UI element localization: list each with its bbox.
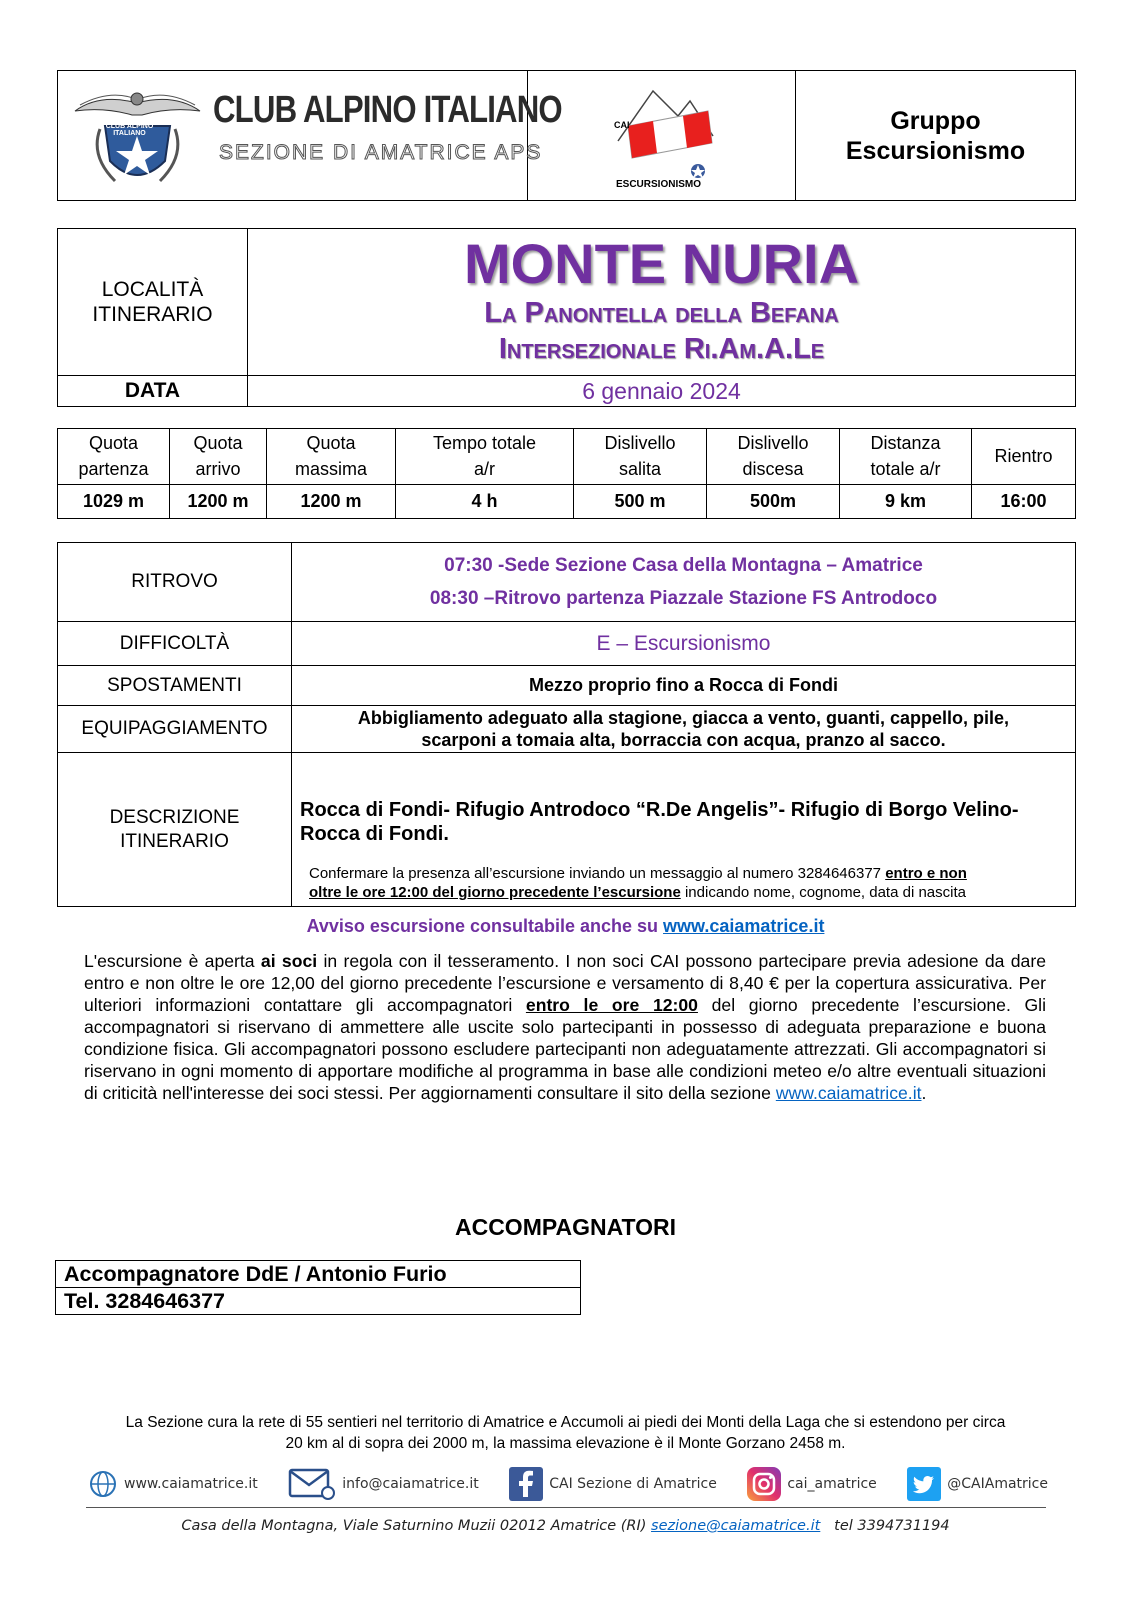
instagram-icon xyxy=(747,1467,781,1501)
stats-value-cell: 500 m xyxy=(574,485,707,519)
localita-label-line2: ITINERARIO xyxy=(92,303,213,326)
escursionismo-logo-cell xyxy=(528,71,796,200)
club-logo-cell xyxy=(58,71,562,200)
stats-value-cell: 1200 m xyxy=(267,485,396,519)
club-title: CLUB ALPINO ITALIANO xyxy=(213,89,562,131)
footer-divider xyxy=(86,1507,1046,1508)
stats-value-cell: 9 km xyxy=(840,485,972,519)
stats-value-cell: 500m xyxy=(707,485,840,519)
group-cell xyxy=(796,71,1075,200)
ritrovo-row xyxy=(58,543,1076,622)
stats-header-cell: Quota partenza xyxy=(58,429,170,485)
ritrovo-line1: 07:30 -Sede Sezione Casa della Montagna – Amatrice xyxy=(444,555,923,576)
stats-value-cell: 16:00 xyxy=(972,485,1076,519)
escursionismo-mountain-logo-icon xyxy=(608,81,720,193)
descrizione-row xyxy=(58,753,1076,907)
descrizione-label-line1: DESCRIZIONE xyxy=(109,806,240,828)
accompagnatore-phone: Tel. 3284646377 xyxy=(64,1289,225,1313)
globe-icon xyxy=(88,1469,118,1499)
header-box xyxy=(57,70,1076,201)
footer-text-line2: 20 km al di sopra dei 2000 m, la massima elevazione è il Monte Gorzano 2458 m. xyxy=(285,1435,846,1452)
equipaggiamento-line2: scarponi a tomaia alta, borraccia con acqua, pranzo al sacco. xyxy=(421,730,946,750)
spostamenti-label: SPOSTAMENTI xyxy=(58,666,292,706)
descrizione-label-line2: ITINERARIO xyxy=(120,830,229,852)
equipaggiamento-value xyxy=(292,706,1076,753)
ritrovo-label: RITROVO xyxy=(58,543,292,622)
accompagnatori-box xyxy=(55,1260,581,1315)
footer-web-text: www.caiamatrice.it xyxy=(124,1476,258,1492)
equipaggiamento-line1: Abbigliamento adeguato alla stagione, giacca a vento, guanti, cappello, pile, xyxy=(357,708,1010,728)
spostamenti-value: Mezzo proprio fino a Rocca di Fondi xyxy=(292,666,1076,706)
equipaggiamento-label: EQUIPAGGIAMENTO xyxy=(58,706,292,753)
ritrovo-value xyxy=(292,543,1076,622)
stats-table xyxy=(57,428,1076,519)
logo-escursionismo-text: ESCURSIONISMO xyxy=(616,179,702,190)
footer-email[interactable] xyxy=(288,1467,479,1501)
ritrovo-line2: 08:30 –Ritrovo partenza Piazzale Stazione FS Antrodoco xyxy=(429,588,938,609)
descrizione-label xyxy=(58,753,292,907)
stats-header-cell: Dislivello discesa xyxy=(707,429,840,485)
avviso-text: Avviso escursione consultabile anche su xyxy=(306,916,664,936)
footer-instagram-text: cai_amatrice xyxy=(787,1476,877,1492)
accompagnatori-heading: ACCOMPAGNATORI xyxy=(454,1214,677,1240)
stats-value-cell: 4 h xyxy=(396,485,574,519)
footer-instagram[interactable] xyxy=(747,1467,876,1501)
stats-header-row xyxy=(58,429,1076,485)
page-subtitle-2: Intersezionale Ri.Am.A.Le xyxy=(498,333,825,365)
page-subtitle-1: La Panontella della Befana xyxy=(484,297,839,329)
footer-twitter[interactable] xyxy=(907,1467,1048,1501)
footer-address xyxy=(0,1518,1131,1534)
emblem-text: CLUB ALPINO ITALIANO xyxy=(105,123,154,137)
title-cell xyxy=(248,229,1075,375)
footer-email-text: info@caiamatrice.it xyxy=(342,1476,479,1492)
stats-header-cell: Rientro xyxy=(972,429,1076,485)
difficolta-value: E – Escursionismo xyxy=(292,622,1076,666)
paragraph-site-link[interactable]: www.caiamatrice.it xyxy=(775,1083,922,1103)
facebook-icon xyxy=(509,1467,543,1501)
difficolta-row xyxy=(58,622,1076,666)
difficolta-label: DIFFICOLTÀ xyxy=(58,622,292,666)
page-title: MONTE NURIA xyxy=(463,232,860,295)
avviso-link[interactable]: www.caiamatrice.it xyxy=(663,916,825,936)
cai-eagle-emblem-icon xyxy=(70,81,205,193)
title-block xyxy=(57,228,1076,407)
stats-header-cell: Tempo totale a/r xyxy=(396,429,574,485)
spostamenti-row xyxy=(58,666,1076,706)
footer-web[interactable] xyxy=(88,1469,258,1499)
localita-label xyxy=(58,229,248,375)
stats-header-cell: Distanza totale a/r xyxy=(840,429,972,485)
group-line2: Escursionismo xyxy=(845,136,1026,165)
footer-facebook-text: CAI Sezione di Amatrice xyxy=(549,1476,717,1492)
footer-address-tel: tel 3394731194 xyxy=(820,1518,950,1534)
footer-address-text: Casa della Montagna, Viale Saturnino Muzii 02012 Amatrice (RI) xyxy=(181,1518,652,1534)
stats-header-cell: Quota arrivo xyxy=(170,429,267,485)
stats-value-cell: 1200 m xyxy=(170,485,267,519)
descrizione-text: Rocca di Fondi- Rifugio Antrodoco “R.De Angelis”- Rifugio di Borgo Velino- Rocca di Fondi. xyxy=(300,799,1019,845)
twitter-icon xyxy=(907,1467,941,1501)
footer-social-bar xyxy=(88,1465,1048,1503)
footer-address-email[interactable]: sezione@caiamatrice.it xyxy=(651,1518,821,1534)
date-label: DATA xyxy=(58,376,248,406)
localita-label-line1: LOCALITÀ xyxy=(101,278,204,301)
email-icon xyxy=(288,1467,336,1501)
footer-twitter-text: @CAIAmatrice xyxy=(947,1476,1048,1492)
avviso-line xyxy=(0,916,1131,937)
stats-value-row xyxy=(58,485,1076,519)
stats-header-cell: Quota massima xyxy=(267,429,396,485)
footer-facebook[interactable] xyxy=(509,1467,717,1501)
stats-value-cell: 1029 m xyxy=(58,485,170,519)
date-value: 6 gennaio 2024 xyxy=(582,378,741,404)
stats-header-cell: Dislivello salita xyxy=(574,429,707,485)
logo-cai-text: CAI xyxy=(614,120,630,130)
details-table xyxy=(57,542,1076,907)
rules-paragraph: L'escursione è aperta ai soci in regola con il tesseramento. I non soci CAI possono partecipare previa adesione da dare entro e non oltre le ore 12,00 del giorno precedente l’escursione e versamento di 8,40 € per la copertura assicurativa. Per ulteriori informazioni contattare gli accompagnatori entro le ore 12:00 del giorno precedente l’escursione. Gli accompagnatori si riservano di ammettere alle uscite solo partecipanti in possesso di adeguata preparazione e buona condizione fisica. Gli accompagnatori possono escludere partecipanti non adeguatamente attrezzati. Gli accompagnatori si riservano in ogni momento di apportare modifiche al programma in base alle condizioni meteo e/o altre eventuali situazioni di criticità nell'interesse dei soci stessi. Per aggiornamenti consultare il sito della sezione www.caiamatrice.it. xyxy=(84,951,1047,1103)
accompagnatore-name: Accompagnatore DdE / Antonio Furio xyxy=(56,1261,580,1288)
descrizione-value xyxy=(292,753,1076,907)
footer-text xyxy=(0,1412,1131,1454)
group-line1: Gruppo xyxy=(890,106,981,135)
equipaggiamento-row xyxy=(58,706,1076,753)
footer-text-line1: La Sezione cura la rete di 55 sentieri nel territorio di Amatrice e Accumoli ai piedi dei Monti della Laga che si estendono per circa xyxy=(125,1414,1006,1431)
club-subtitle: SEZIONE DI AMATRICE APS xyxy=(219,141,543,164)
conferma-text: Confermare la presenza all’escursione inviando un messaggio al numero 3284646377 entro e non oltre le ore 12:00 del giorno precedente l’escursione indicando nome, cognome, data di nascita xyxy=(309,865,967,901)
